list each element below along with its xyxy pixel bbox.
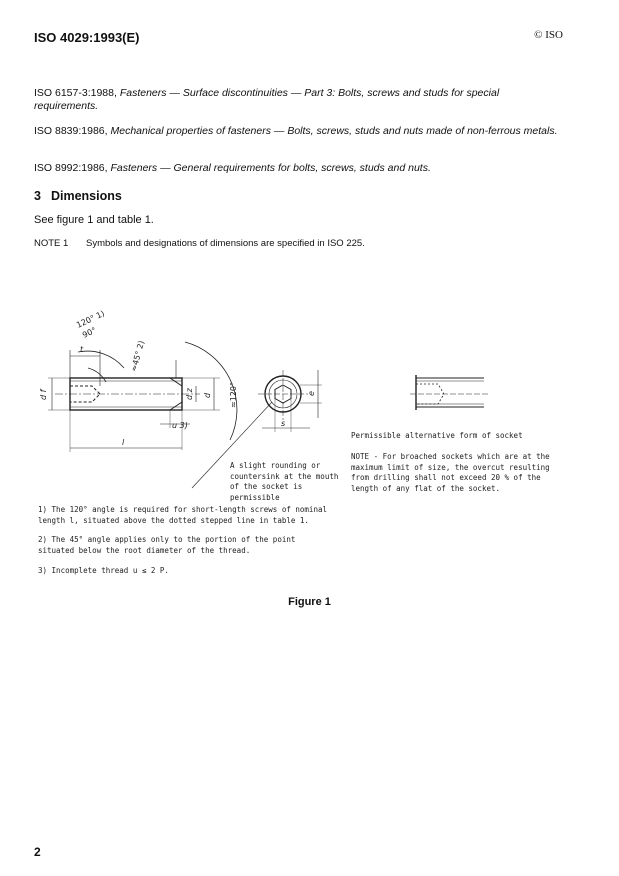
section-number: 3 bbox=[34, 189, 41, 203]
label-e: e bbox=[307, 391, 316, 396]
reference-title: Mechanical properties of fasteners — Bolts, screws, studs and nuts made of non-ferrous metals. bbox=[110, 125, 558, 137]
reference-id: ISO 8839:1986, bbox=[34, 125, 108, 137]
alternative-socket-note: NOTE - For broached sockets which are at the maximum limit of size, the overcut resulting from drilling shall not exceed 20 % of the length of any flat of the socket. bbox=[351, 452, 550, 493]
label-df: d f bbox=[39, 389, 48, 400]
section-title: Dimensions bbox=[50, 189, 122, 203]
footnote-1: 1) The 120° angle is required for short-length screws of nominal length l, situated above the dotted stepped line in table 1. bbox=[38, 505, 327, 525]
label-angle-120b: ≈120° bbox=[229, 382, 238, 408]
reference-id: ISO 8992:1986, bbox=[34, 162, 108, 174]
label-d: d bbox=[203, 392, 212, 398]
reference-id: ISO 6157-3:1988, bbox=[34, 87, 117, 99]
section-heading bbox=[34, 189, 122, 203]
page-number: 2 bbox=[34, 845, 41, 859]
socket-rounding-callout: A slight rounding or countersink at the mouth of the socket is permissible bbox=[230, 461, 339, 502]
label-l: l bbox=[122, 438, 125, 447]
copyright: © ISO bbox=[534, 29, 563, 41]
note-text: Symbols and designations of dimensions are specified in ISO 225. bbox=[86, 238, 365, 249]
section-text: See figure 1 and table 1. bbox=[34, 214, 154, 226]
label-dz: d z bbox=[185, 388, 194, 400]
label-s: s bbox=[281, 419, 286, 428]
note bbox=[34, 238, 365, 249]
footnote-2: 2) The 45° angle applies only to the portion of the point situated below the root diameter of the thread. bbox=[38, 535, 296, 555]
label-angle-45: ≈45° 2) bbox=[129, 339, 147, 373]
reference-title: Fasteners — General requirements for bolts, screws, studs and nuts. bbox=[110, 162, 431, 174]
note-label: NOTE 1 bbox=[34, 238, 69, 249]
reference-3 bbox=[34, 162, 564, 175]
label-angle-90: 90° bbox=[81, 325, 98, 340]
figure-caption: Figure 1 bbox=[288, 596, 331, 608]
reference-1 bbox=[34, 87, 564, 113]
label-u: u 3) bbox=[172, 421, 188, 430]
reference-2 bbox=[34, 125, 564, 138]
document-id: ISO 4029:1993(E) bbox=[34, 30, 140, 45]
alternative-socket-caption: Permissible alternative form of socket bbox=[351, 431, 523, 440]
reference-title: Fasteners — Surface discontinuities — Part 3: Bolts, screws and studs for special requirements. bbox=[34, 87, 500, 112]
footnote-3: 3) Incomplete thread u ≤ 2 P. bbox=[38, 566, 169, 575]
label-t: t bbox=[80, 345, 84, 354]
label-angle-120: 120° 1) bbox=[75, 308, 107, 330]
